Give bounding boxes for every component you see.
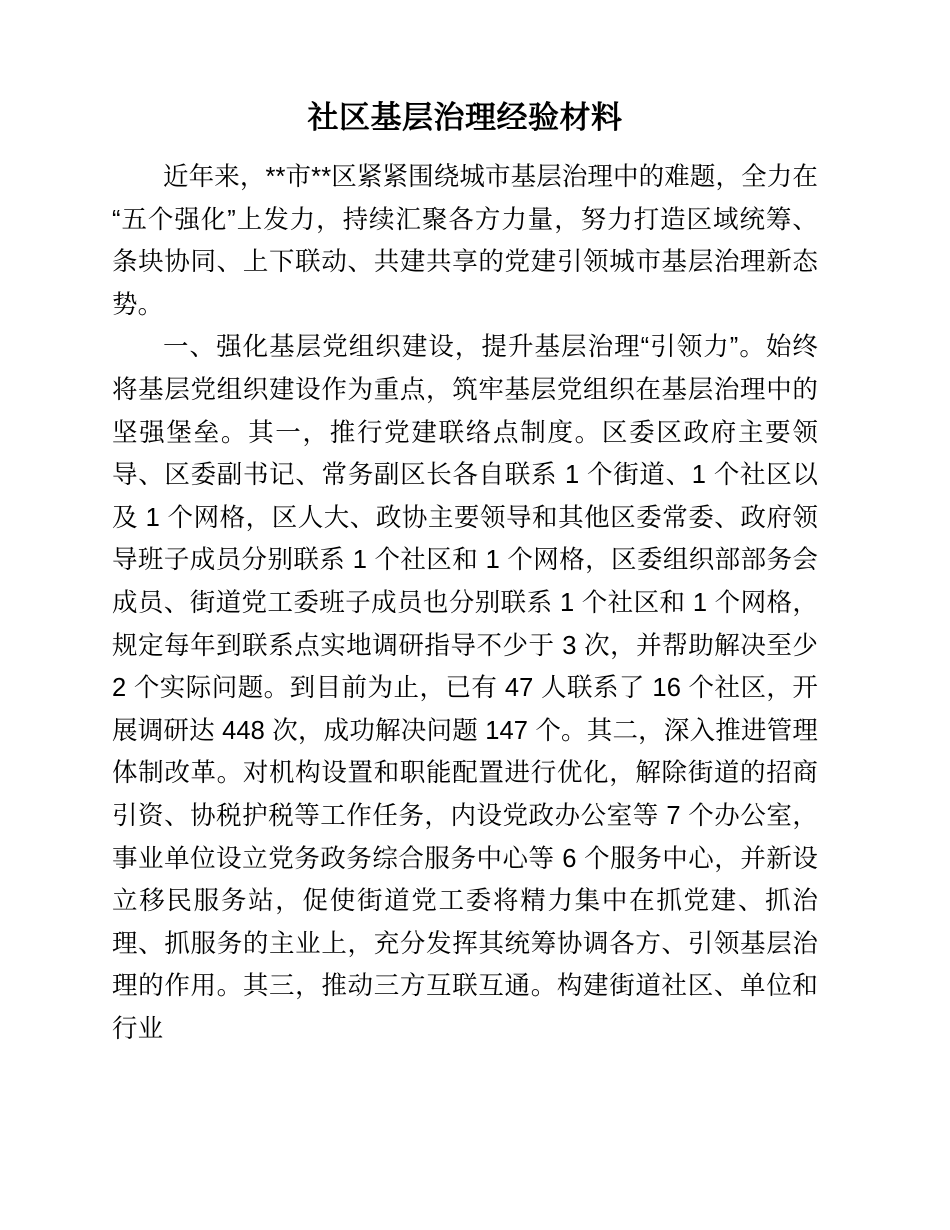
paragraph-section-one: 一、强化基层党组织建设，提升基层治理“引领力”。始终将基层党组织建设作为重点，筑牢基层党组织在基层治理中的坚强堡垒。其一，推行党建联络点制度。区委区政府主要领导、区委副书记、常务副区长各自联系 1 个街道、1 个社区以及 1 个网格，区人大、政协主要领导和其他区委常委、政府领导班子成员分别联系 1 个社区和 1 个网格，区委组织部部务会成员、街道党工委班子成员也分别联系 1 个社区和 1 个网格，规定每年到联系点实地调研指导不少于 3 次，并帮助解决至少 2 个实际问题。到目前为止，已有 47 人联系了 16 个社区，开展调研达 448 次，成功解决问题 147 个。其二，深入推进管理体制改革。对机构设置和职能配置进行优化，解除街道的招商引资、协税护税等工作任务，内设党政办公室等 7 个办公室，事业单位设立党务政务综合服务中心等 6 个服务中心，并新设立移民服务站，促使街道党工委将精力集中在抓党建、抓治理、抓服务的主业上，充分发挥其统筹协调各方、引领基层治理的作用。其三，推动三方互联互通。构建街道社区、单位和行业 — [112, 333, 818, 1043]
paragraph-intro: 近年来，**市**区紧紧围绕城市基层治理中的难题，全力在“五个强化”上发力，持续汇聚各方力量，努力打造区域统筹、条块协同、上下联动、共建共享的党建引领城市基层治理新态势。 — [112, 163, 818, 319]
page-title: 社区基层治理经验材料 — [307, 100, 623, 135]
document-body — [112, 96, 818, 1050]
